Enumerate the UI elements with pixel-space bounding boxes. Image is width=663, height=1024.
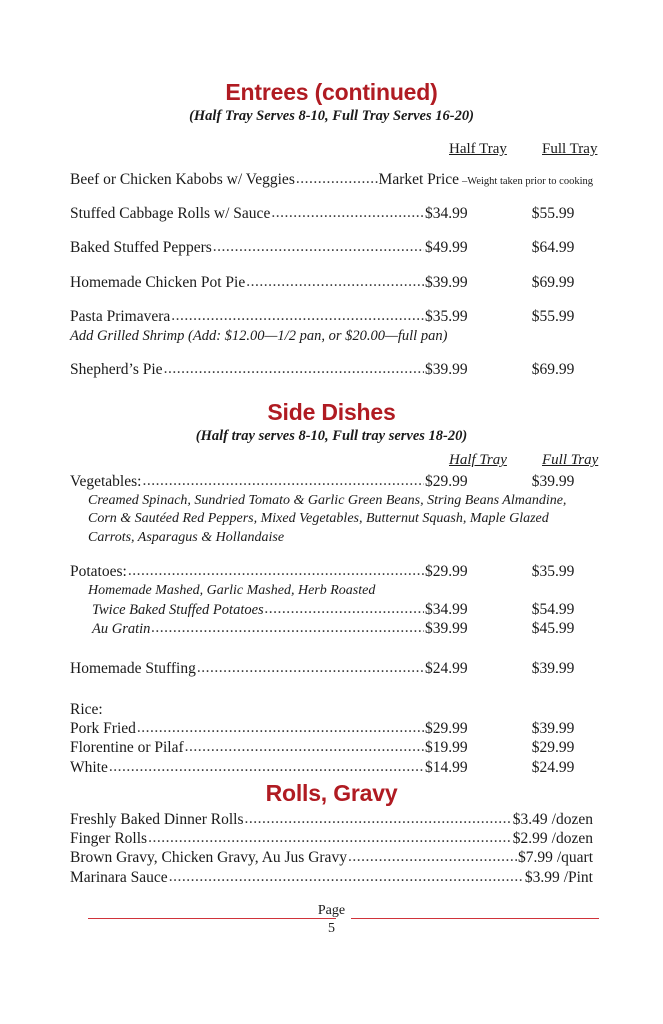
- page-label: Page: [317, 903, 346, 918]
- item-price-half: Market Price: [378, 170, 460, 188]
- item-name: Au Gratin: [92, 621, 151, 638]
- item-name: Homemade Stuffing: [70, 659, 196, 677]
- menu-row: [70, 204, 593, 223]
- item-name: Beef or Chicken Kabobs w/ Veggies: [70, 170, 295, 188]
- item-price-half: $35.99: [425, 308, 468, 326]
- menu-row: [70, 719, 593, 738]
- item-name: Marinara Sauce: [70, 868, 168, 886]
- item-name: Freshly Baked Dinner Rolls: [70, 810, 244, 828]
- item-price-half: $49.99: [425, 239, 468, 257]
- menu-row: [70, 600, 593, 619]
- item-name: Brown Gravy, Chicken Gravy, Au Jus Gravy: [70, 849, 347, 867]
- item-price-half: $14.99: [425, 758, 468, 776]
- item-price-half: $39.99: [425, 620, 468, 638]
- item-price: $3.49: [512, 810, 548, 828]
- item-unit: /Pint: [563, 868, 593, 886]
- menu-row: [70, 659, 593, 678]
- dot-leader: [142, 471, 424, 487]
- menu-row: [70, 868, 593, 887]
- item-unit: /dozen: [551, 810, 593, 828]
- menu-row: [70, 738, 593, 757]
- entrees-column-headers: [70, 140, 598, 161]
- item-name: Homemade Chicken Pot Pie: [70, 273, 246, 291]
- item-price-full: $64.99: [531, 239, 575, 257]
- item-price-full: $39.99: [531, 473, 575, 491]
- dot-leader: [296, 169, 378, 185]
- dot-leader: [148, 828, 512, 844]
- menu-row: [70, 848, 593, 867]
- item-name: Twice Baked Stuffed Potatoes: [92, 602, 264, 619]
- page-footer: [0, 902, 663, 950]
- menu-row: [70, 619, 593, 638]
- item-price-full: $35.99: [531, 563, 575, 581]
- item-name: Stuffed Cabbage Rolls w/ Sauce: [70, 205, 271, 223]
- menu-row: [70, 273, 593, 292]
- menu-row: [70, 170, 593, 189]
- menu-row: [70, 360, 593, 379]
- item-name: Finger Rolls: [70, 829, 148, 847]
- menu-row: [70, 472, 593, 491]
- entrees-half-tray-header: Half Tray: [449, 140, 507, 157]
- item-price-half: $29.99: [425, 563, 468, 581]
- item-price-half: $34.99: [425, 601, 468, 619]
- entrees-full-tray-header: Full Tray: [542, 140, 598, 157]
- dot-leader: [245, 809, 512, 825]
- item-price-full: $69.99: [531, 273, 575, 291]
- item-name: White: [70, 758, 108, 776]
- item-price-half: $34.99: [425, 205, 468, 223]
- item-price: $7.99: [517, 849, 553, 867]
- menu-row: [70, 238, 593, 257]
- item-price-half: $39.99: [425, 361, 468, 379]
- vegetables-description: Creamed Spinach, Sundried Tomato & Garlic Green Beans, String Beans Almandine, Corn & Sautéed Red Peppers, Mixed Vegetables, Butternut Squash, Maple Glazed Carrots, Asparagus & Hollandaise: [88, 492, 567, 545]
- item-price: $3.99: [524, 868, 560, 886]
- rolls-gravy-heading: Rolls, Gravy: [265, 780, 398, 807]
- dot-leader: [265, 599, 424, 614]
- item-price-full: $69.99: [531, 361, 575, 379]
- page-number: 5: [328, 920, 335, 936]
- menu-row: [70, 562, 593, 581]
- entrees-heading: Entrees (continued): [225, 79, 438, 105]
- item-price-full: $24.99: [531, 758, 575, 776]
- rice-label: Rice:: [70, 700, 103, 718]
- item-note: –Weight taken prior to cooking: [462, 175, 593, 187]
- item-unit: /quart: [556, 849, 593, 867]
- item-price-full: $45.99: [531, 620, 575, 638]
- dot-leader: [128, 561, 424, 577]
- side-dishes-half-tray-header: Half Tray: [449, 452, 507, 469]
- rice-label-row: [70, 698, 593, 719]
- entrees-subtitle: (Half Tray Serves 8-10, Full Tray Serves 16-20): [189, 108, 474, 125]
- item-name: Florentine or Pilaf: [70, 739, 184, 757]
- item-price-full: $55.99: [531, 205, 575, 223]
- item-price-half: $24.99: [425, 659, 468, 677]
- dot-leader: [104, 697, 592, 713]
- dot-leader: [213, 237, 424, 253]
- item-price-full: $55.99: [531, 308, 575, 326]
- item-price-half: $19.99: [425, 739, 468, 757]
- item-name: Vegetables:: [70, 473, 142, 491]
- potatoes-description: Homemade Mashed, Garlic Mashed, Herb Roasted: [88, 582, 376, 598]
- item-unit: /dozen: [551, 829, 593, 847]
- item-price-full: $54.99: [531, 601, 575, 619]
- item-price-half: $39.99: [425, 273, 468, 291]
- dot-leader: [137, 718, 424, 734]
- dot-leader: [151, 618, 424, 633]
- side-dishes-subtitle: (Half tray serves 8-10, Full tray serves 18-20): [195, 428, 468, 445]
- menu-row: [70, 829, 593, 848]
- item-price-full: $39.99: [531, 720, 575, 738]
- dot-leader: [348, 847, 517, 863]
- page-number-block: [0, 902, 663, 937]
- side-dishes-column-headers: [70, 452, 599, 472]
- menu-row: [70, 810, 593, 829]
- menu-row: [70, 307, 593, 326]
- dot-leader: [171, 306, 424, 322]
- side-dishes-heading: Side Dishes: [267, 398, 396, 425]
- item-name: Pasta Primavera: [70, 308, 171, 326]
- item-price-half: $29.99: [425, 720, 468, 738]
- item-price-full: $29.99: [531, 739, 575, 757]
- menu-row: [70, 758, 593, 777]
- item-price: $2.99: [512, 829, 548, 847]
- dot-leader: [109, 757, 424, 773]
- side-dishes-full-tray-header: Full Tray: [542, 452, 599, 469]
- item-name: Potatoes:: [70, 563, 127, 581]
- dot-leader: [169, 867, 524, 883]
- item-name: Shepherd’s Pie: [70, 361, 163, 379]
- item-name: Baked Stuffed Peppers: [70, 239, 212, 257]
- item-name: Pork Fried: [70, 720, 136, 738]
- dot-leader: [197, 658, 424, 674]
- item-addon-note: Add Grilled Shrimp (Add: $12.00—1/2 pan, or $20.00—full pan): [70, 327, 448, 344]
- dot-leader: [246, 272, 424, 288]
- dot-leader: [185, 737, 424, 753]
- item-price-full: $39.99: [531, 659, 575, 677]
- dot-leader: [271, 203, 424, 219]
- dot-leader: [164, 359, 424, 375]
- item-price-half: $29.99: [425, 473, 468, 491]
